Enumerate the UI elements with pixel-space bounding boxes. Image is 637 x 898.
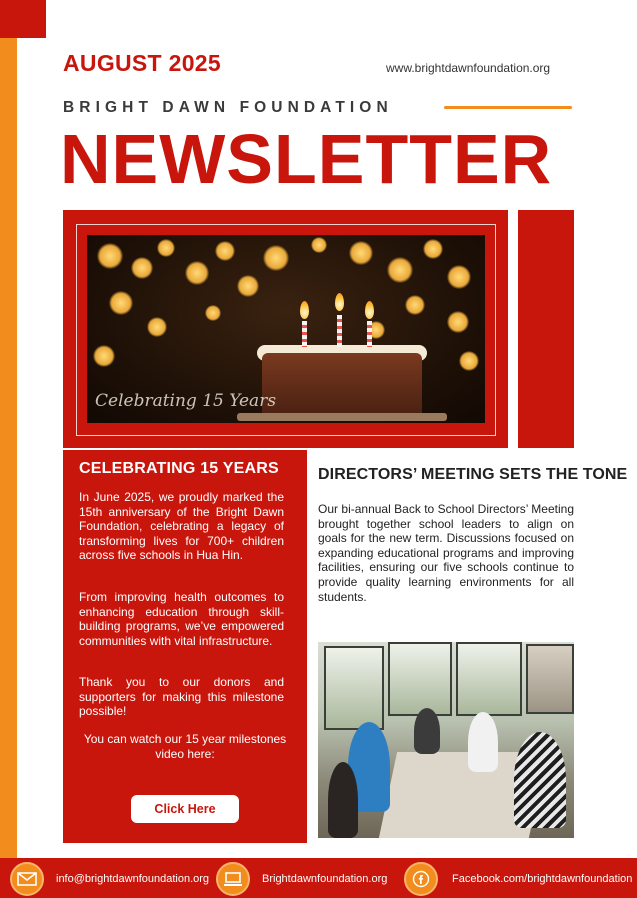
window [324, 646, 384, 730]
issue-date: AUGUST 2025 [63, 50, 221, 76]
red-vertical-accent [518, 210, 574, 448]
celebrating-title: CELEBRATING 15 YEARS [79, 460, 279, 477]
laptop-icon [216, 862, 250, 896]
bokeh-light [157, 239, 175, 257]
bokeh-light [205, 305, 221, 321]
click-here-button[interactable]: Click Here [131, 795, 239, 823]
newsletter-title: NEWSLETTER [60, 120, 553, 198]
organization-name: BRIGHT DAWN FOUNDATION [63, 99, 393, 116]
bokeh-light [311, 237, 327, 253]
orange-side-bar [0, 0, 17, 858]
directors-title: DIRECTORS’ MEETING SETS THE TONE [318, 466, 628, 483]
bokeh-light [447, 265, 471, 289]
window [388, 642, 452, 716]
person [468, 712, 498, 772]
person [514, 732, 566, 828]
candle [302, 321, 307, 347]
birthday-cake-photo [87, 235, 485, 423]
bokeh-light [423, 239, 443, 259]
bokeh-light [405, 295, 425, 315]
celebrating-paragraph: From improving health outcomes to enhancing education through skill-building programs, we’ve empowered communities with vital infrastructure. [79, 590, 284, 648]
footer-facebook-link[interactable]: Facebook.com/brightdawnfoundation [452, 873, 633, 885]
bokeh-light [185, 261, 209, 285]
footer-website-link[interactable]: Brightdawnfoundation.org [262, 873, 388, 885]
directors-meeting-photo [318, 642, 574, 838]
person [328, 762, 358, 838]
bokeh-light [459, 351, 479, 371]
bokeh-light [131, 257, 153, 279]
bokeh-light [215, 241, 235, 261]
bokeh-light [147, 317, 167, 337]
facebook-icon [404, 862, 438, 896]
candle-flame [365, 301, 374, 319]
cake-plate [237, 413, 447, 421]
bokeh-light [237, 275, 259, 297]
celebrating-paragraph: In June 2025, we proudly marked the 15th anniversary of the Bright Dawn Foundation, celebrating a legacy of transforming lives for 700+ children across five schools in Hua Hin. [79, 490, 284, 563]
candle [337, 315, 342, 347]
bokeh-light [109, 291, 133, 315]
bokeh-light [447, 311, 469, 333]
bokeh-light [349, 241, 373, 265]
photo-caption: Celebrating 15 Years [95, 391, 277, 411]
red-corner-accent [0, 0, 46, 38]
cake [262, 353, 422, 417]
header-website-link[interactable]: www.brightdawnfoundation.org [386, 61, 551, 75]
celebrating-paragraph: Thank you to our donors and supporters for making this milestone possible! [79, 675, 284, 719]
directors-paragraph: Our bi-annual Back to School Directors’ Meeting brought together school leaders to align on goals for the new term. Discussions focused on expanding educational programs and improving facilities, ensuring our five schools continue to provide quality learning environments for all students. [318, 502, 574, 604]
bokeh-light [387, 257, 413, 283]
orange-divider [444, 106, 572, 109]
footer-email-link[interactable]: info@brightdawnfoundation.org [56, 873, 210, 885]
person [414, 708, 440, 754]
email-icon [10, 862, 44, 896]
candle-flame [300, 301, 309, 319]
window [456, 642, 522, 716]
candle-flame [335, 293, 344, 311]
wall-frame [526, 644, 574, 714]
bokeh-light [97, 243, 123, 269]
bokeh-light [93, 345, 115, 367]
candle [367, 321, 372, 347]
celebrating-panel [63, 450, 307, 843]
bokeh-light [263, 245, 289, 271]
video-prompt: You can watch our 15 year milestones video here: [83, 732, 287, 761]
